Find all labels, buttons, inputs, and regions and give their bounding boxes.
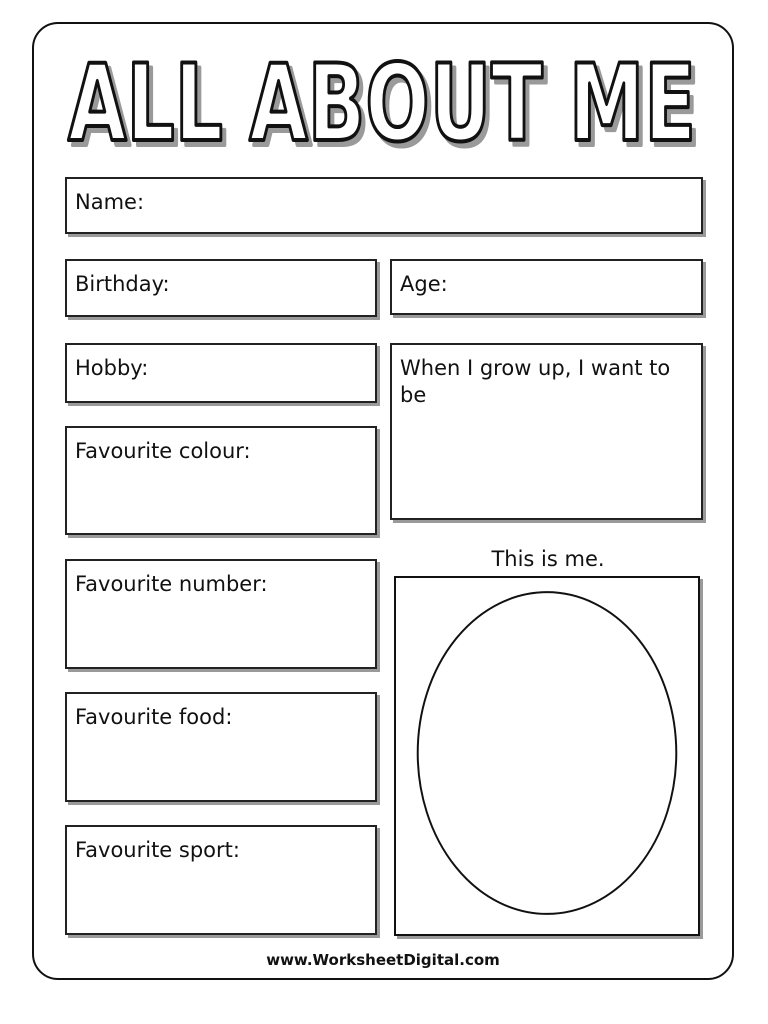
age-field[interactable] (390, 259, 703, 315)
grow-up-field[interactable] (390, 343, 703, 520)
grow-up-label: When I grow up, I want to be (400, 356, 671, 407)
birthday-label: Birthday: (75, 272, 170, 296)
name-field[interactable] (65, 177, 703, 234)
age-label: Age: (400, 272, 448, 296)
favourite-colour-label: Favourite colour: (75, 439, 251, 463)
favourite-number-label: Favourite number: (75, 572, 268, 596)
birthday-field[interactable] (65, 259, 377, 317)
footer-website: www.WorksheetDigital.com (266, 951, 500, 969)
hobby-field[interactable] (65, 343, 377, 403)
hobby-label: Hobby: (75, 356, 149, 380)
title-graphic (60, 44, 710, 159)
page-title (60, 44, 710, 159)
self-portrait-frame[interactable] (394, 576, 700, 936)
favourite-food-field[interactable] (65, 692, 377, 802)
favourite-food-label: Favourite food: (75, 705, 233, 729)
portrait-oval (396, 578, 698, 934)
favourite-number-field[interactable] (65, 559, 377, 669)
name-label: Name: (75, 190, 145, 214)
favourite-sport-field[interactable] (65, 825, 377, 935)
title-shadow: ALL ABOUT ME (72, 47, 700, 159)
title-text: ALL ABOUT ME (68, 44, 696, 159)
favourite-sport-label: Favourite sport: (75, 838, 240, 862)
favourite-colour-field[interactable] (65, 426, 377, 535)
photo-caption: This is me. (491, 547, 605, 571)
